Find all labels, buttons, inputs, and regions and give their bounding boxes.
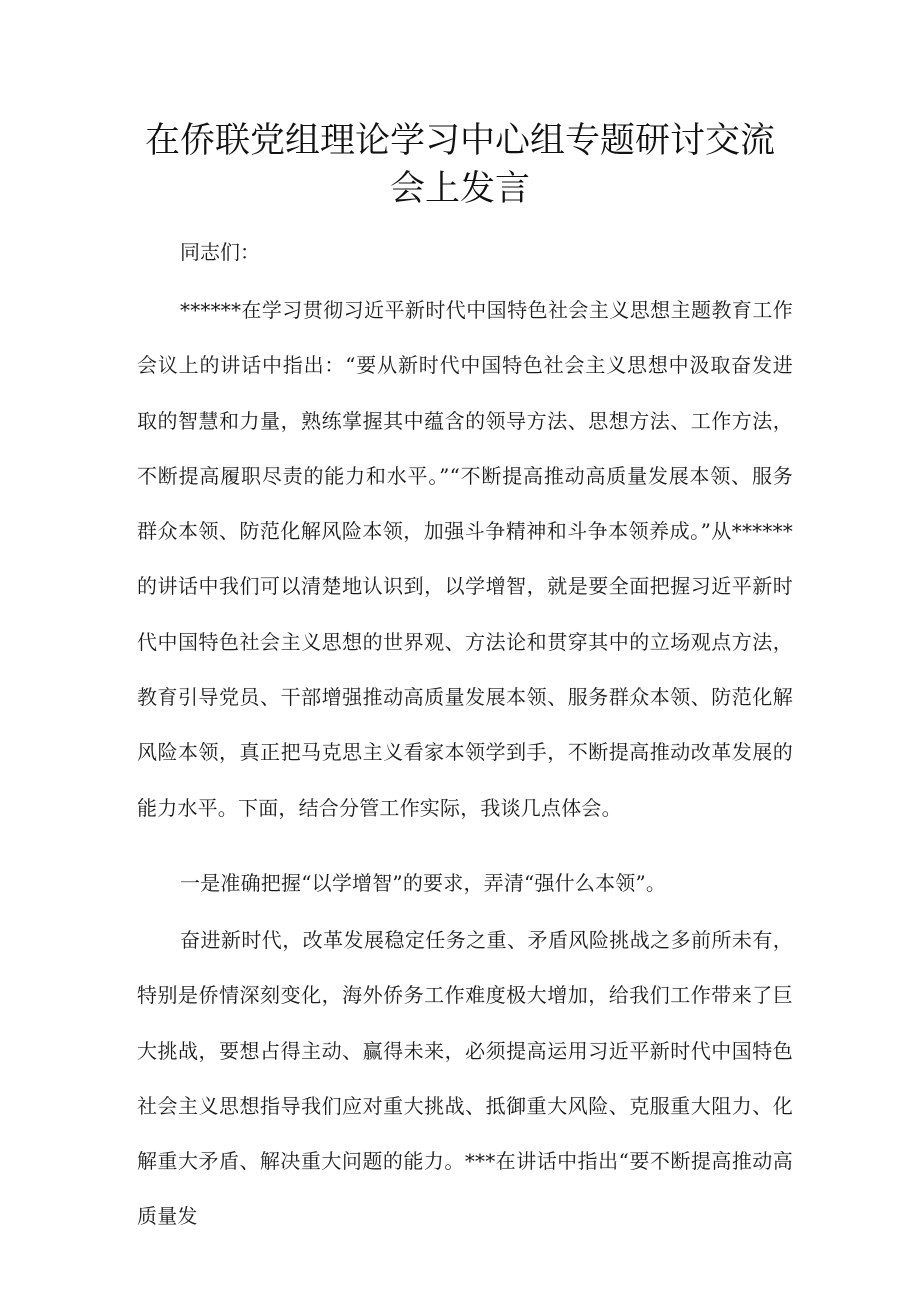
document-title-line-1: 在侨联党组理论学习中心组专题研讨交流	[144, 121, 775, 161]
salutation: 同志们：	[180, 240, 260, 264]
section-heading-1: 一是准确把握“以学增智”的要求，弄清“强什么本领”。	[180, 871, 667, 895]
document-title-line-2: 会上发言	[389, 169, 530, 209]
body-paragraph-1: ******在学习贯彻习近平新时代中国特色社会主义思想主题教育工作会议上的讲话中指出：“要从新时代中国特色社会主义思想中汲取奋发进取的智慧和力量，熟练掌握其中蕴含的领导方法、思想方法、工作方法，不断提高履职尽责的能力和水平。”“不断提高推动高质量发展本领、服务群众本领、防范化解风险本领，加强斗争精神和斗争本领养成。”从******的讲话中我们可以清楚地认识到，以学增智，就是要全面把握习近平新时代中国特色社会主义思想的世界观、方法论和贯穿其中的立场观点方法，教育引导党员、干部增强推动高质量发展本领、服务群众本领、防范化解风险本领，真正把马克思主义看家本领学到手，不断提高推动改革发展的能力水平。下面，结合分管工作实际，我谈几点体会。	[137, 298, 793, 820]
body-paragraph-2: 奋进新时代，改革发展稳定任务之重、矛盾风险挑战之多前所未有，特别是侨情深刻变化，海外侨务工作难度极大增加，给我们工作带来了巨大挑战，要想占得主动、赢得未来，必须提高运用习近平新时代中国特色社会主义思想指导我们应对重大挑战、抵御重大风险、克服重大阻力、化解重大矛盾、解决重大问题的能力。***在讲话中指出“要不断提高推动高质量发	[137, 928, 793, 1229]
